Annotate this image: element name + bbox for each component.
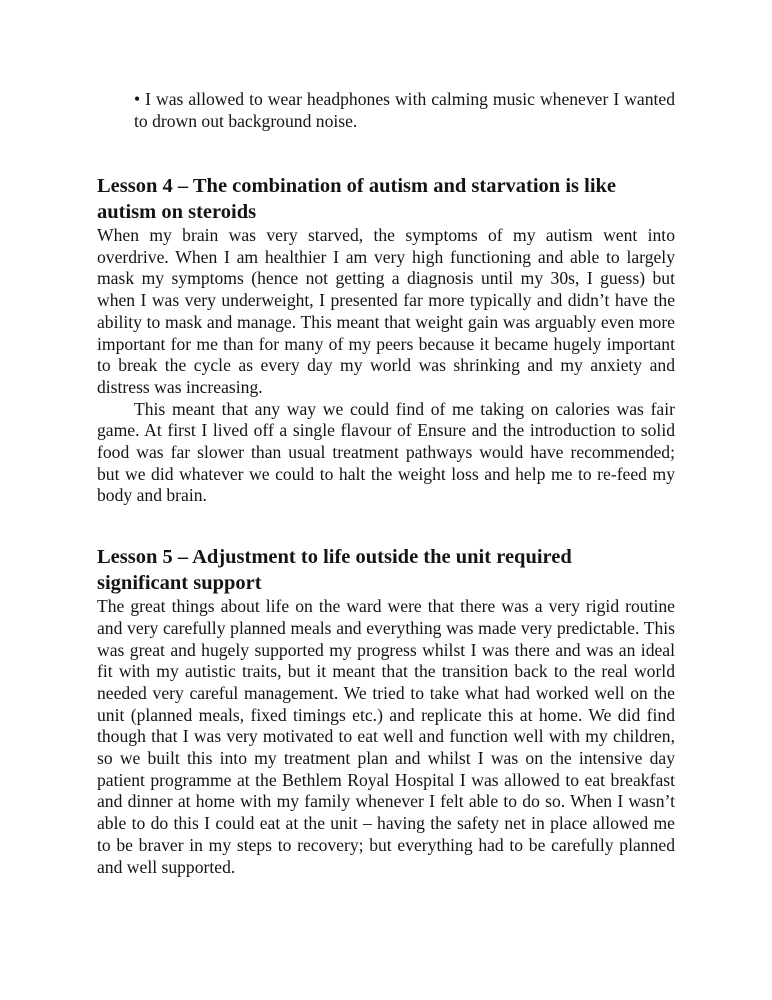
lesson-4-paragraph-2: This meant that any way we could find of me taking on calories was fair game. At first I lived off a single flavour of Ensure and the introduction to solid food was far slower than usual treatment pathways would have recommended; but we did whatever we could to halt the weight loss and help me to re-feed my body and brain.: [97, 398, 675, 506]
document-page: [97, 88, 675, 878]
lesson-4-heading: Lesson 4 – The combination of autism and starvation is like autism on steroids: [97, 175, 617, 223]
lesson-4-paragraph-1: When my brain was very starved, the symptoms of my autism went into overdrive. When I am healthier I am very high functioning and able to largely mask my symptoms (hence not getting a diagnosis until my 30s, I guess) but when I was very underweight, I presented far more typically and didn’t have the ability to mask and manage. This meant that weight gain was arguably even more important for me than for many of my peers because it became hugely important to break the cycle as every day my world was shrinking and my anxiety and distress was increasing.: [97, 225, 675, 397]
lesson-5-heading: Lesson 5 – Adjustment to life outside the unit required significant support: [97, 546, 572, 595]
lesson-5-paragraph-1: The great things about life on the ward were that there was a very rigid routine and very carefully planned meals and everything was made very predictable. This was great and hugely supported my progress whilst I was there and was an ideal fit with my autistic traits, but it meant that the transition back to the real world needed very careful management. We tried to take what had worked well on the unit (planned meals, fixed timings etc.) and replicate this at home. We did find though that I was very motivated to eat well and function well with my children, so we built this into my treatment plan and whilst I was on the intensive day patient programme at the Bethlem Royal Hospital I was allowed to eat breakfast and dinner at home with my family whenever I felt able to do so. When I wasn’t able to do this I could eat at the unit – having the safety net in place allowed me to be braver in my steps to recovery; but everything had to be carefully planned and well supported.: [97, 596, 675, 877]
bullet-point-headphones: • I was allowed to wear headphones with calming music whenever I wanted to drown out background noise.: [134, 89, 675, 131]
